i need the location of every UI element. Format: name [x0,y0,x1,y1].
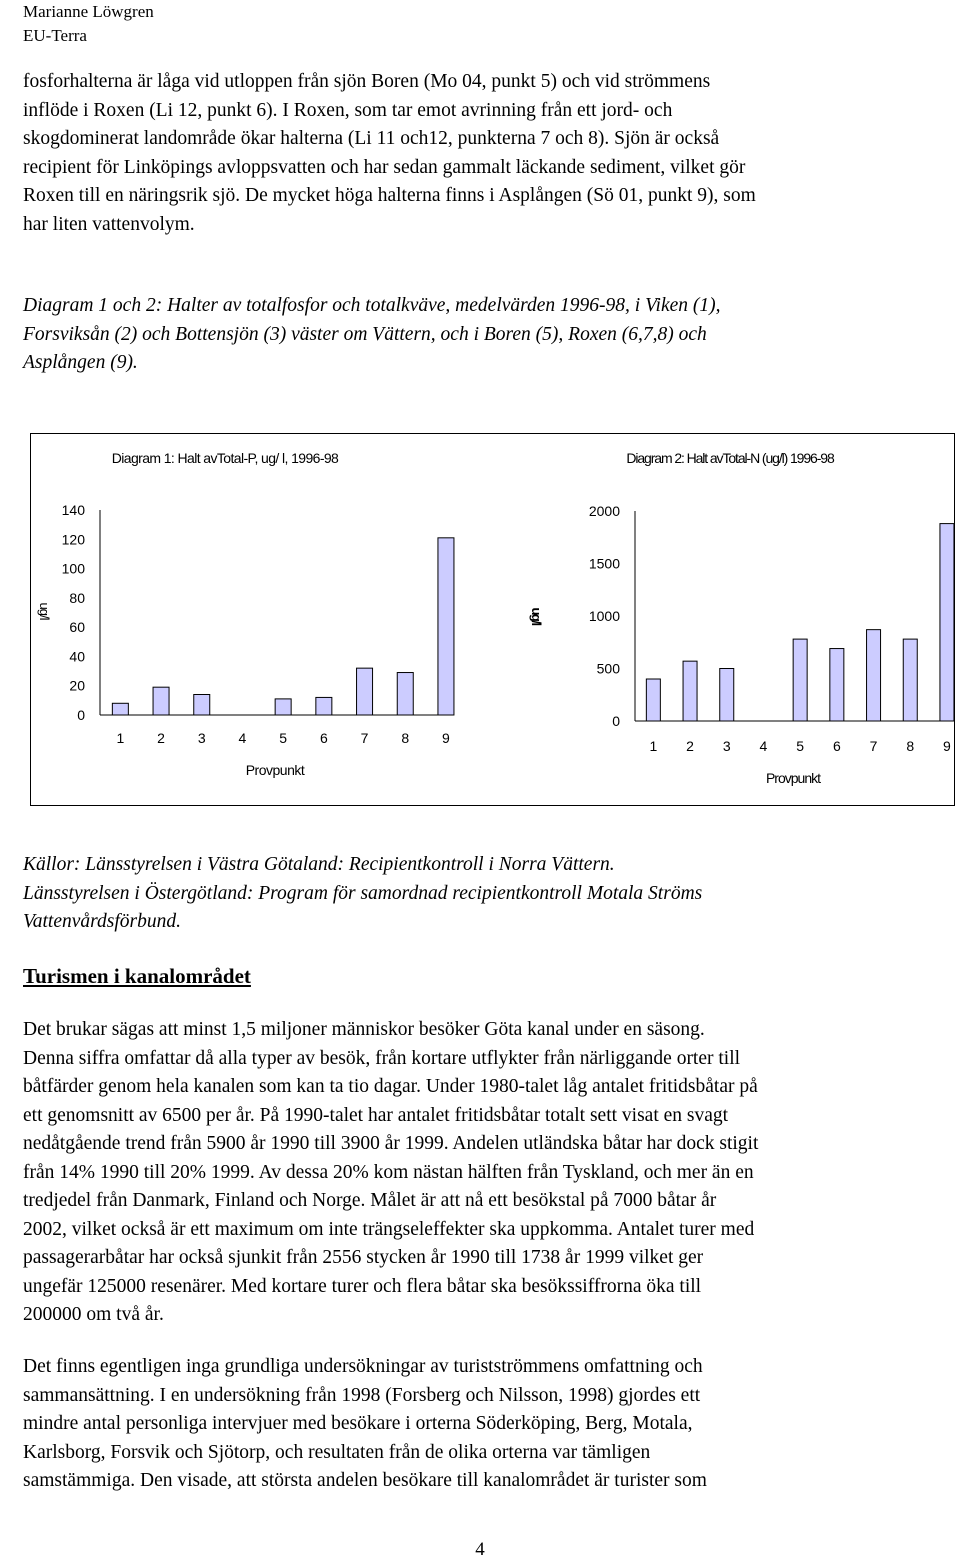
bar-point-2 [153,687,169,715]
bar-point-8 [903,639,917,721]
text-line: har liten vattenvolym. [23,213,195,235]
text-line: mindre antal personliga intervjuer med besökare i orterna Söderköping, Berg, Motala, [23,1413,693,1434]
source-line: Länsstyrelsen i Östergötland: Program för samordnad recipientkontroll Motala Ströms [23,882,703,904]
y-tick-label: 40 [69,648,85,665]
diagram-caption [23,292,948,378]
x-tick-label: 9 [442,730,450,746]
paragraph-tourism [23,1016,948,1330]
text-line: Det finns egentligen inga grundliga undersökningar av turistströmmens omfattning och [23,1356,703,1377]
author-name: Marianne Löwgren [23,2,154,21]
organization-name: EU-Terra [23,26,87,45]
x-tick-label: 8 [401,730,410,746]
text-line: 2002, vilket också är ett maximum om inte trängseleffekter ska uppkomma. Antalet turer med [23,1218,755,1240]
page-number: 4 [475,1539,485,1560]
chart-title: Diagram 2: Halt avTotal-N (ug/l) 1996-98 [626,450,834,466]
x-tick-label: 3 [722,738,731,754]
x-tick-label: 5 [796,738,805,754]
text-line: inflöde i Roxen (Li 12, punkt 6). I Roxen, som tar emot avrinning från ett jord- och [23,99,673,121]
text-line: Karlsborg, Forsvik och Sjötorp, och resultaten från de olika orterna var tämligen [23,1441,651,1463]
y-tick-label: 1500 [588,555,620,572]
text-line: Roxen till en näringsrik sjö. De mycket höga halterna finns i Asplången (Sö 01, punkt 9), som [23,185,756,206]
text-line: sammansättning. I en undersökning från 1998 (Forsberg och Nilsson, 1998) gjordes ett [23,1384,701,1406]
bar-point-6 [316,697,332,715]
text-line: passagerarbåtar har också sjunkit från 2556 stycken år 1990 till 1738 år 1999 vilket ger [23,1247,704,1268]
y-tick-label: 140 [61,502,85,518]
x-tick-label: 4 [238,730,247,746]
y-tick-label: 120 [61,531,85,548]
x-tick-label: 4 [759,738,768,754]
text-line: båtfärder genom hela kanalen som kan ta tio dagar. Under 1980-talet låg antalet fritidsbåtar på [23,1076,758,1097]
x-tick-label: 6 [832,738,841,754]
sources-caption [23,851,948,937]
text-line: skogdominerat landområde ökar halterna (Li 11 och12, punkterna 7 och 8). Sjön är också [23,128,720,149]
x-tick-label: 3 [197,730,206,746]
chart-title: Diagram 1: Halt avTotal-P, ug/ l, 1996-98 [111,450,339,466]
bar-point-6 [830,649,844,721]
bar-point-3 [194,695,210,716]
bar-point-2 [683,661,697,721]
x-tick-label: 7 [869,738,878,754]
bar-point-5 [793,639,807,721]
text-line: 200000 om två år. [23,1304,164,1325]
text-line: samstämmiga. Den visade, att största andelen besökare till kanalområdet är turister som [23,1470,707,1491]
bar-point-7 [357,668,373,715]
bar-point-7 [867,630,881,721]
text-line: från 14% 1990 till 20% 1999. Av dessa 20% kom nästan hälften från Tyskland, och mer än en [23,1161,754,1183]
y-tick-label: 2000 [588,503,620,519]
text-line: Det brukar sägas att minst 1,5 miljoner människor besöker Göta kanal under en säsong. [23,1019,705,1040]
y-axis-label: ug/l [529,607,544,625]
page-header [23,0,154,48]
text-line: fosforhalterna är låga vid utloppen från sjön Boren (Mo 04, punkt 5) och vid strömmens [23,71,711,92]
text-line: nedåtgående trend från 5900 år 1990 till 3900 år 1999. Andelen utländska båtar har dock stigit [23,1133,759,1154]
y-tick-label: 100 [61,560,85,577]
bar-point-1 [646,679,660,721]
source-line: Vattenvårdsförbund. [23,911,181,932]
x-tick-label: 1 [116,730,125,746]
charts-frame [30,433,960,808]
y-tick-label: 500 [596,660,620,677]
y-tick-label: 0 [77,707,85,723]
x-tick-label: 9 [943,738,951,754]
text-line: recipient för Linköpings avloppsvatten och har sedan gammalt läckande sediment, vilket gör [23,156,746,178]
x-axis-label: Provpunkt [245,762,305,778]
caption-line: Diagram 1 och 2: Halter av totalfosfor och totalkväve, medelvärden 1996-98, i Viken (1), [23,295,721,316]
bar-point-9 [940,524,954,721]
paragraph-phosphorus [23,68,948,239]
bar-point-8 [397,673,413,715]
y-tick-label: 60 [69,619,85,636]
source-line: Källor: Länsstyrelsen i Västra Götaland: Recipientkontroll i Norra Vättern. [23,854,615,875]
paragraph-survey [23,1353,948,1496]
y-axis-label: ug/l [37,602,52,620]
bar-point-3 [720,669,734,722]
section-heading: Turismen i kanalområdet [23,964,251,988]
x-tick-label: 6 [319,730,328,746]
y-tick-label: 0 [612,713,620,729]
text-line: ett genomsnitt av 6500 per år. På 1990-talet har antalet fritidsbåtar totalt sett visat en svagt [23,1104,729,1126]
text-line: tredjedel från Danmark, Finland och Norge. Målet är att nå ett besökstal på 7000 båtar år [23,1190,717,1211]
x-tick-label: 5 [279,730,288,746]
chart-total-n [495,433,955,806]
bar-point-9 [438,538,454,715]
x-tick-label: 1 [649,738,658,754]
y-tick-label: 20 [69,677,85,694]
y-tick-label: 80 [69,589,85,606]
chart-total-p [30,433,495,806]
x-tick-label: 8 [906,738,915,754]
caption-line: Asplången (9). [23,352,138,373]
x-tick-label: 2 [686,738,694,754]
text-line: ungefär 125000 resenärer. Med kortare turer och flera båtar ska besökssiffrorna öka till [23,1275,702,1297]
bar-point-1 [112,703,128,715]
caption-line: Forsviksån (2) och Bottensjön (3) väster om Vättern, och i Boren (5), Roxen (6,7,8) och [23,323,707,345]
x-axis-label: Provpunkt [765,770,821,786]
x-tick-label: 2 [157,730,165,746]
y-tick-label: 1000 [588,608,620,624]
x-tick-label: 7 [360,730,369,746]
bar-point-5 [275,699,291,715]
text-line: Denna siffra omfattar då alla typer av besök, från kortare utflykter från närliggande orter till [23,1047,741,1069]
